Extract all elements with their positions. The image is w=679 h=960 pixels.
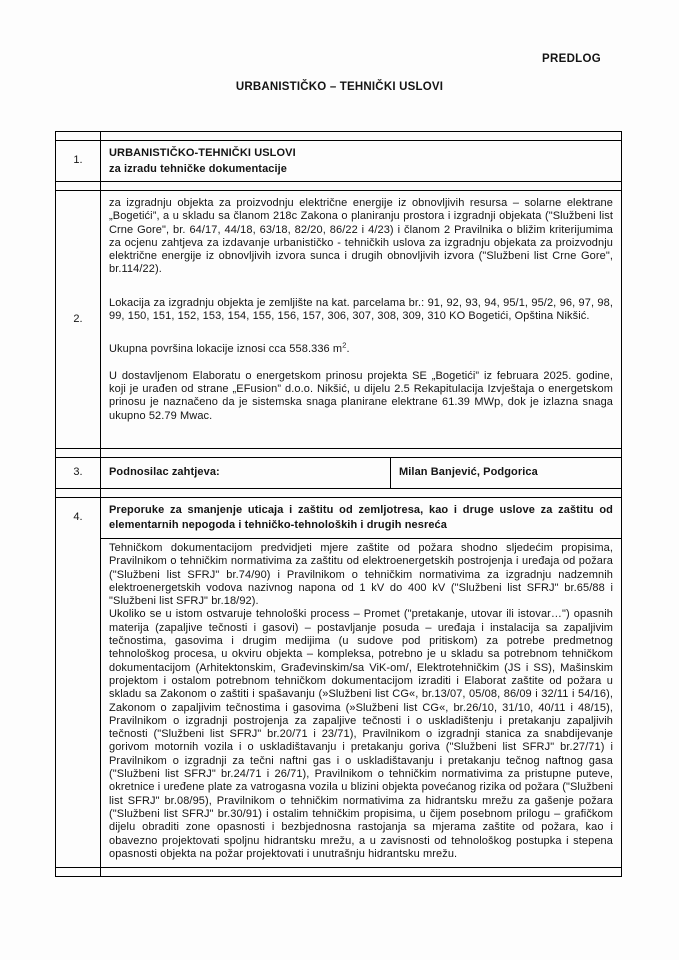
row-4-title-row [56, 498, 622, 539]
superscript-2: 2 [342, 340, 347, 350]
spacer-cell [56, 489, 101, 498]
spacer-cell [101, 449, 622, 458]
row-1-number: 1. [56, 141, 101, 182]
spacer-row-2 [56, 449, 622, 458]
spacer-row-top [56, 132, 622, 141]
spacer-cell [56, 868, 101, 877]
area-text: Ukupna površina lokacije iznosi cca 558.336 m [109, 343, 343, 356]
spacer-row-3 [56, 489, 622, 498]
row-2-paragraph-elaborat: U dostavljenom Elaboratu o energetskom prinosu projekta SE „Bogetići” iz februara 2025. godine, koji je urađen od strane „EFusion” d.o.o. Nikšić, u dijelu 2.5 Rekapitulacija Izvještaja o energetskom prinosu je naznačeno da je sistemska snaga planirane elektrane 61.39 MWp, dok je izlazna snaga ukupno 52.79 Mwac. [109, 369, 613, 422]
applicant-label: Podnosilac zahtjeva: [101, 458, 391, 489]
row-4-number: 4. [56, 498, 101, 868]
conditions-table [55, 131, 622, 877]
row-1-heading-cell [101, 141, 622, 182]
row-4-title-cell [101, 498, 622, 539]
row-4-paragraph-fire-protection: Tehničkom dokumentacijom predvidjeti mjere zaštite od požara shodno sljedećim propisima, Pravilnikom o tehničkim normativima za zaštitu od elektroenergetskih postrojenja i uređaja od požara ("Službeni list SFRJ" br.74/90) i Pravilnikom o tehničkim normativima za izgradnju nadzemnih elektroenergetskih vodova nazivnog napona od 1 kV do 400 kV ("Službeni list SFRJ" br.65/88 i "Službeni list SFRJ" br.18/92). [109, 542, 613, 608]
row-3 [56, 458, 622, 489]
spacer-cell [101, 489, 622, 498]
row-4-title: Preporuke za smanjenje uticaja i zaštitu od zemljotresa, kao i druge uslove za zaštitu od elementarnih nepogoda i tehničko-tehnoloških i drugih nesreća [109, 504, 613, 531]
row-2-paragraph-legal-basis: za izgradnju objekta za proizvodnju električne energije iz obnovljivih resursa – solarne elektrane „Bogetići”, a u skladu sa članom 218c Zakona o planiranju prostora i izgradnji objekata ("Službeni list Crne Gore", br. 64/17, 44/18, 63/18, 82/20, 86/22 i 4/23) i članom 2 Pravilnika o bližim kriterijumima za ocjenu zahtjeva za izdavanje urbanističko - tehničkih uslova za izgradnju objekata za proizvodnju električne energije iz obnovljivih izvora sunca i drugih obnovljivih izvora ("Službeni list Crne Gore", br.114/22). [109, 197, 613, 276]
row-1 [56, 141, 622, 182]
row-4-body-row [56, 539, 622, 868]
spacer-cell [56, 449, 101, 458]
spacer-row-1 [56, 182, 622, 191]
predlog-label: PREDLOG [542, 53, 601, 65]
row-1-title: URBANISTIČKO-TEHNIČKI USLOVI [109, 147, 296, 159]
row-1-subtitle: za izradu tehničke dokumentacije [109, 163, 288, 175]
spacer-cell [101, 132, 622, 141]
row-3-number: 3. [56, 458, 101, 489]
row-4-paragraph-regulations: Ukoliko se u istom ostvaruje tehnološki process – Promet ("pretakanje, utovar ili istovar…") opasnih materija (zapaljive tečnosti i gasovi) – postavljanje posuda – uređaja i instalacija sa zapaljivim tečnostima, gasovima i drugim medijima (u sudove pod pritiskom) za potrebe predmetnog tehnološkog procesa, u okviru objekta – kompleksa, potrebno je u skladu sa potrebnom tehničkom dokumentacijom (Arhitektonskim, Građevinskim/sa ViK-om/, Elektrotehničkim (JS i SS), Mašinskim projektom i ostalom potrebnom tehničkom dokumentacijom izraditi i Elaborat zaštite od požara u skladu sa Zakonom o zaštiti i spašavanju (»Službeni list CG«, br.13/07, 05/08, 86/09 i 32/11 i 54/16), Zakonom o zapaljivim tečnostima i gasovima (»Službeni list CG«, br.26/10, 31/10, 40/11 i 48/15), Pravilnikom o izgradnji postrojenja za zapaljive tečnosti i o uskladištenju i pretakanju zapaljivih tečnosti ("Službeni list SFRJ" br.20/71 i 23/71), Pravilnikom o izgradnji stanica za snabdijevanje gorivom motornih vozila i o uskladištavanju i pretakanju goriva ("Službeni list SFRJ" br.27/71) i Pravilnikom o izgradnji za tečni naftni gas i o uskladištavanju i pretakanju tečnog naftnog gasa ("Službeni list SFRJ" br.24/71 i 26/71), Pravilnikom o tehničkim normativima za pristupne puteve, okretnice i uređene plate za vatrogasna vozila u blizini objekta povećanog rizika od požara ("Službeni list SFRJ" br.08/95), Pravilnikom o tehničkim normativima za hidrantsku mrežu za gašenje požara ("Službeni list SFRJ" br.30/91) i ostalim tehničkim propisima, u čijem posebnom prilogu – grafičkom dijelu obraditi zone opasnosti i bezbjednosna rastojanja sa mjerama zaštite od požara, kao i obavezno projektovati spoljnu hidrantsku mrežu, a u zavisnosti od tehnološkog postupka i stepena opasnosti objekta na požar projektovati i unutrašnju hidrantsku mrežu. [109, 608, 613, 860]
row-2 [56, 191, 622, 449]
row-4-body-cell [101, 539, 622, 868]
spacer-cell [101, 868, 622, 877]
row-2-paragraph-area [109, 340, 613, 356]
applicant-value: Milan Banjević, Podgorica [391, 458, 622, 489]
row-2-paragraph-location: Lokacija za izgradnju objekta je zemljište na kat. parcelama br.: 91, 92, 93, 94, 95/1, 95/2, 96, 97, 98, 99, 150, 151, 152, 153, 154, 155, 156, 157, 306, 307, 308, 309, 310 KO Bogetići, Opština Nikšić. [109, 296, 613, 323]
spacer-row-bottom [56, 868, 622, 877]
spacer-cell [56, 132, 101, 141]
spacer-cell [56, 182, 101, 191]
document-title: URBANISTIČKO – TEHNIČKI USLOVI [235, 81, 444, 93]
row-2-number: 2. [56, 191, 101, 449]
spacer-cell [101, 182, 622, 191]
area-text-end: . [346, 343, 350, 356]
row-2-content-cell [101, 191, 622, 449]
